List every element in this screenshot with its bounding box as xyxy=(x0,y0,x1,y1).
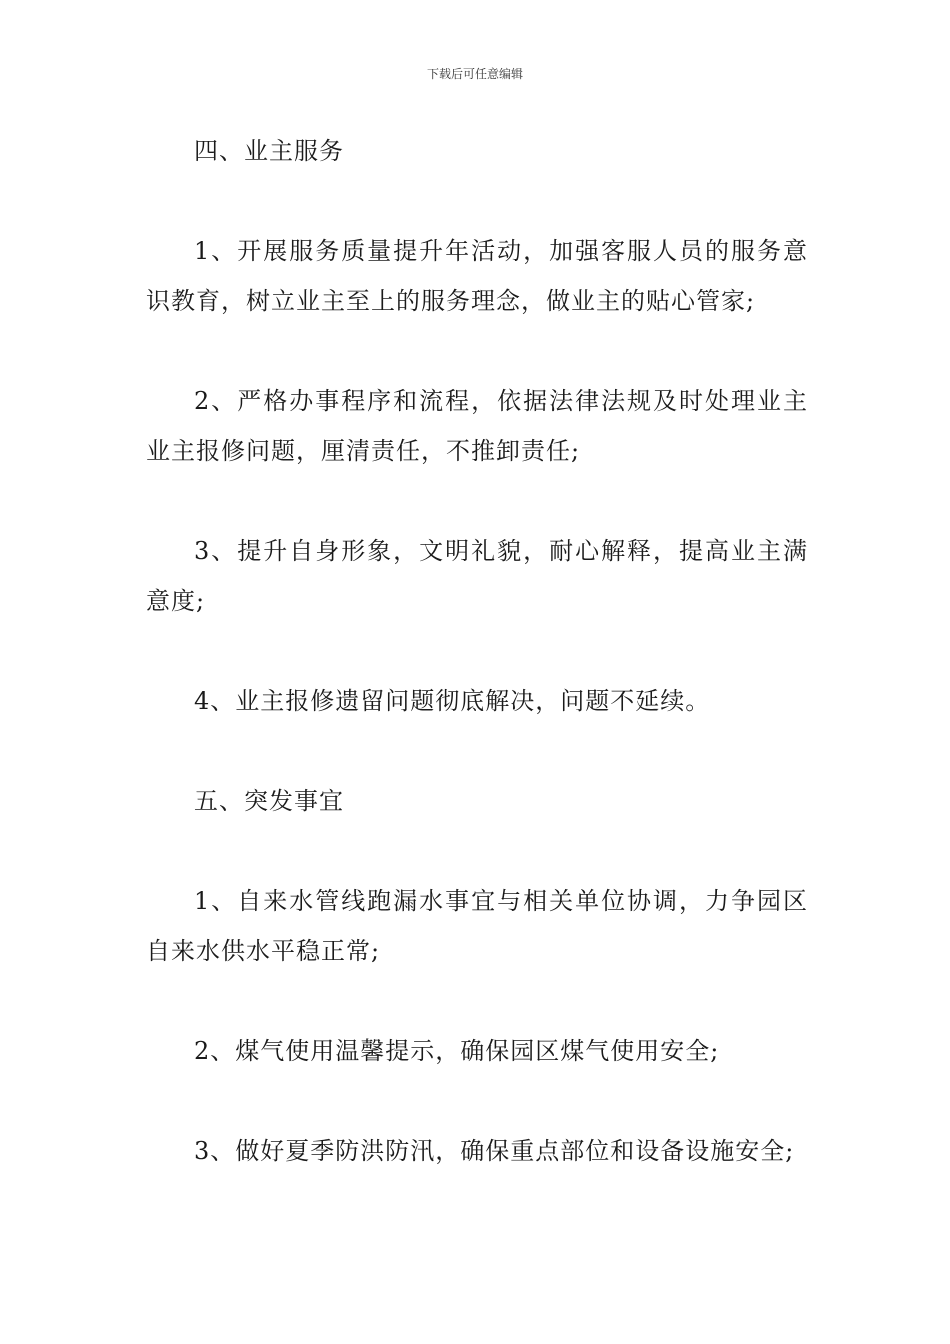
paragraph-item: 4、业主报修遗留问题彻底解决，问题不延续。 xyxy=(194,687,711,715)
section-heading-emergency: 五、突发事宜 xyxy=(194,787,344,815)
paragraph-item: 1、开展服务质量提升年活动，加强客服人员的服务意识教育，树立业主至上的服务理念，做业主的贴心管家; xyxy=(146,237,808,315)
section-heading-owner-service: 四、业主服务 xyxy=(194,137,344,165)
paragraph-item: 1、自来水管线跑漏水事宜与相关单位协调，力争园区自来水供水平稳正常; xyxy=(146,887,808,965)
paragraph-item: 3、提升自身形象，文明礼貌，耐心解释，提高业主满意度; xyxy=(146,537,808,615)
paragraph-item: 2、严格办事程序和流程，依据法律法规及时处理业主业主报修问题，厘清责任，不推卸责任; xyxy=(146,387,808,465)
page-header: 下载后可任意编辑 xyxy=(426,67,523,81)
paragraph-item: 2、煤气使用温馨提示，确保园区煤气使用安全; xyxy=(194,1037,720,1065)
paragraph-item: 3、做好夏季防洪防汛，确保重点部位和设备设施安全; xyxy=(194,1137,795,1165)
document-body xyxy=(146,126,808,1176)
